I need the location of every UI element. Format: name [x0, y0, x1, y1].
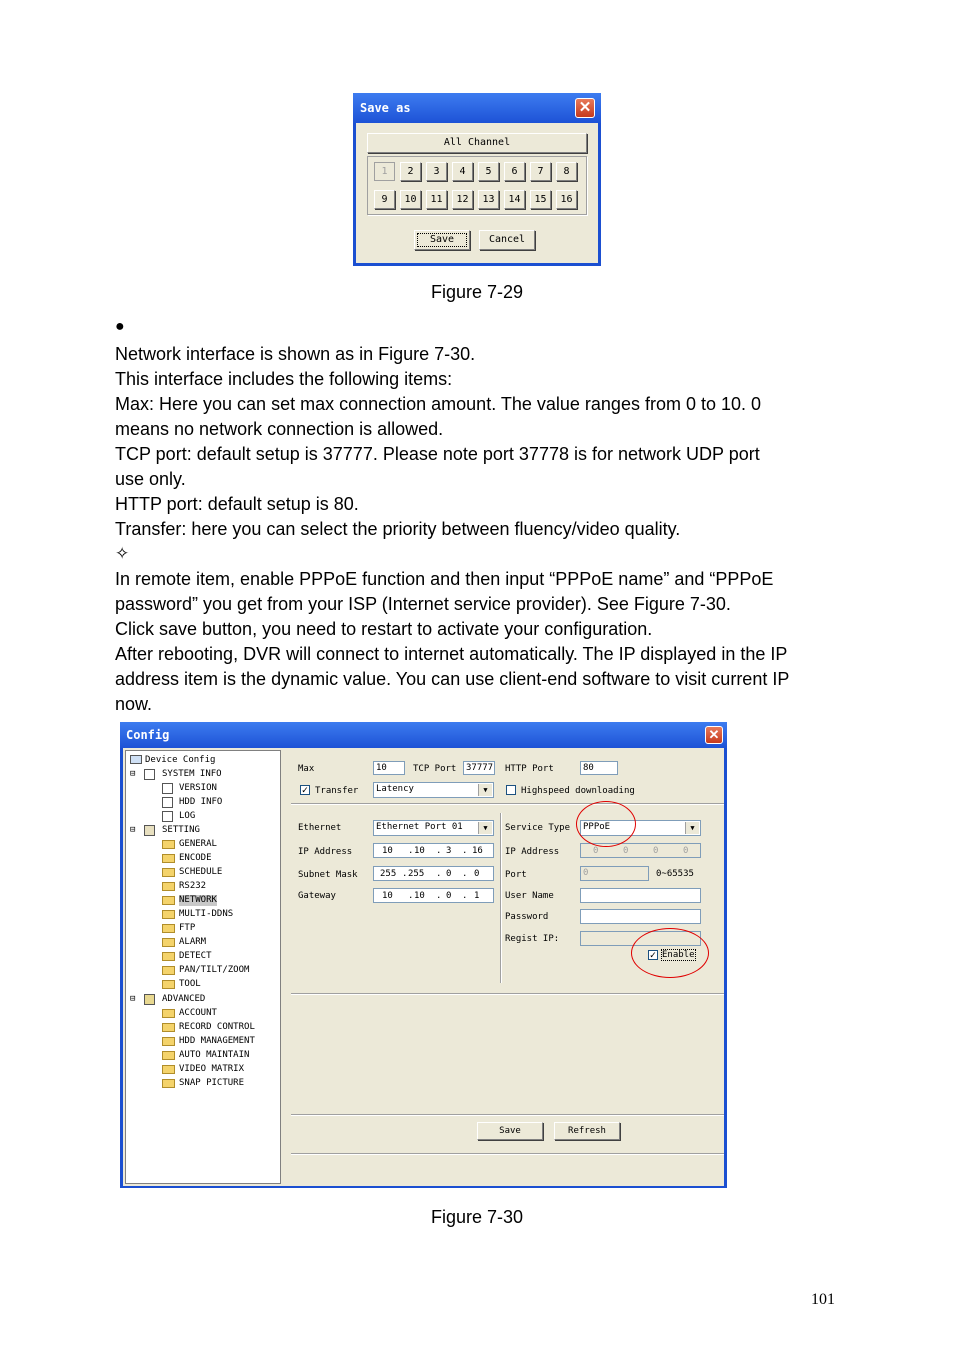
ip-octet: 10	[414, 846, 425, 856]
save-as-client	[356, 123, 598, 263]
config-title: Config	[126, 728, 170, 742]
port-input[interactable]: 0	[580, 866, 649, 881]
save-button[interactable]: Save	[414, 230, 470, 250]
gateway-label: Gateway	[298, 891, 336, 901]
tree-item-hdd-management[interactable]: HDD MANAGEMENT	[179, 1036, 255, 1046]
channel-button[interactable]: 10	[400, 190, 421, 209]
ethernet-select[interactable]	[373, 820, 494, 836]
tree-item-pan-tilt-zoom[interactable]: PAN/TILT/ZOOM	[179, 965, 250, 975]
port-range-label: 0~65535	[656, 869, 694, 879]
collapse-icon[interactable]: ⊟	[130, 769, 136, 779]
text-line: In remote item, enable PPPoE function and then input “PPPoE name” and “PPPoE	[115, 569, 774, 589]
tcp-port-input[interactable]: 37777	[463, 761, 495, 775]
tree-item-multi-ddns[interactable]: MULTI-DDNS	[179, 909, 234, 919]
close-icon[interactable]: ✕	[705, 726, 723, 744]
gears-icon	[144, 994, 155, 1005]
refresh-button[interactable]: Refresh	[554, 1122, 620, 1140]
remote-ip-label: IP Address	[505, 847, 560, 857]
subnet-octet: 0	[474, 869, 480, 879]
text-line: Network interface is shown as in Figure 7-30.	[115, 344, 476, 364]
tree-item-record-control[interactable]: RECORD CONTROL	[179, 1022, 255, 1032]
system-info-icon	[144, 769, 155, 780]
gateway-octet: 10	[382, 891, 393, 901]
paragraph-pppoe	[115, 567, 789, 717]
tree-item-account[interactable]: ACCOUNT	[179, 1008, 217, 1018]
text-line: now.	[115, 694, 153, 714]
tree-item-tool[interactable]: TOOL	[179, 979, 201, 989]
ip-address-label: IP Address	[298, 847, 353, 857]
highlight-circle	[631, 928, 709, 978]
folder-icon	[162, 952, 175, 961]
highspeed-checkbox[interactable]	[506, 785, 516, 795]
transfer-select[interactable]	[373, 782, 494, 798]
save-as-titlebar	[353, 93, 601, 123]
tree-item-ftp[interactable]: FTP	[179, 923, 196, 933]
text-line: After rebooting, DVR will connect to internet automatically. The IP displayed in the IP	[115, 644, 788, 664]
subnet-mask-input[interactable]: 255 . 255 . 0 . 0	[373, 866, 494, 881]
edit-icon	[162, 783, 173, 794]
edit-icon	[162, 797, 173, 808]
divider	[291, 1114, 724, 1116]
tcp-port-label: TCP Port	[413, 764, 457, 774]
ip-address-input[interactable]: 10 . 10 . 3 . 16	[373, 843, 494, 858]
channel-button[interactable]: 4	[452, 162, 473, 181]
text-line: password” you get from your ISP (Internet service provider). See Figure 7-30.	[115, 594, 731, 614]
folder-icon	[162, 882, 175, 891]
text-line: HTTP port: default setup is 80.	[115, 494, 359, 514]
transfer-label: Transfer	[315, 786, 359, 796]
folder-icon	[162, 966, 175, 975]
ip-octet: 16	[472, 846, 483, 856]
subnet-octet: 255	[380, 869, 397, 879]
text-line: TCP port: default setup is 37777. Please note port 37778 is for network UDP port	[115, 444, 760, 464]
edit-icon	[162, 811, 173, 822]
tree-item-schedule[interactable]: SCHEDULE	[179, 867, 223, 877]
tree-item-video-matrix[interactable]: VIDEO MATRIX	[179, 1064, 245, 1074]
folder-icon	[162, 1051, 175, 1060]
highspeed-label: Highspeed downloading	[521, 786, 635, 796]
dropdown-arrow-icon: ▼	[478, 822, 492, 834]
highlight-circle	[576, 801, 636, 847]
channel-button[interactable]: 1	[374, 162, 395, 181]
tree-item-rs232[interactable]: RS232	[179, 881, 207, 891]
tree-item-setting[interactable]: SETTING	[162, 825, 200, 835]
config-client	[123, 748, 724, 1186]
tree-item-alarm[interactable]: ALARM	[179, 937, 207, 947]
subnet-mask-label: Subnet Mask	[298, 870, 358, 880]
folder-icon	[162, 1065, 175, 1074]
folder-icon	[162, 924, 175, 933]
channel-button[interactable]: 9	[374, 190, 395, 209]
max-input[interactable]: 10	[373, 761, 405, 775]
folder-open-icon	[162, 896, 175, 905]
channel-button[interactable]: 11	[426, 190, 447, 209]
page-number: 101	[811, 1291, 835, 1308]
enable-label: Enable	[662, 950, 695, 960]
collapse-icon[interactable]: ⊟	[130, 825, 136, 835]
text-line: means no network connection is allowed.	[115, 419, 444, 439]
tree-item-detect[interactable]: DETECT	[179, 951, 212, 961]
remote-ip-octet: 0	[683, 846, 689, 856]
folder-icon	[162, 868, 175, 877]
all-channel-button[interactable]: All Channel	[367, 133, 587, 153]
tree-item-version[interactable]: VERSION	[179, 783, 217, 793]
channel-button[interactable]: 14	[504, 190, 525, 209]
folder-icon	[162, 1079, 175, 1088]
text-line: Max: Here you can set max connection amount. The value ranges from 0 to 10. 0	[115, 394, 762, 414]
tree-item-general[interactable]: GENERAL	[179, 839, 217, 849]
channel-button[interactable]: 13	[478, 190, 499, 209]
divider	[291, 993, 724, 995]
figure-caption: Figure 7-29	[430, 282, 524, 302]
channel-button[interactable]: 2	[400, 162, 421, 181]
save-as-dialog	[353, 93, 601, 266]
max-label: Max	[298, 764, 315, 774]
remote-ip-octet: 0	[653, 846, 659, 856]
service-type-value: PPPoE	[583, 822, 611, 832]
tree-item-auto-maintain[interactable]: AUTO MAINTAIN	[179, 1050, 250, 1060]
ip-octet: 10	[382, 846, 393, 856]
password-input[interactable]	[580, 909, 701, 924]
user-name-input[interactable]	[580, 888, 701, 903]
http-port-input[interactable]: 80	[580, 761, 618, 775]
subnet-octet: 255	[408, 869, 425, 879]
tree-item-encode[interactable]: ENCODE	[179, 853, 212, 863]
folder-icon	[162, 1009, 175, 1018]
tree-item-network[interactable]: NETWORK	[179, 895, 217, 905]
computer-icon	[130, 755, 142, 764]
config-titlebar	[120, 722, 727, 748]
password-label: Password	[505, 912, 549, 922]
folder-icon	[162, 938, 175, 947]
dropdown-arrow-icon: ▼	[478, 784, 492, 796]
tree-item-log[interactable]: LOG	[179, 811, 196, 821]
gateway-octet: 1	[474, 891, 480, 901]
remote-ip-octet: 0	[623, 846, 629, 856]
tree-item-snap-picture[interactable]: SNAP PICTURE	[179, 1078, 245, 1088]
folder-icon	[162, 980, 175, 989]
diamond-icon: ✧	[115, 544, 130, 563]
service-type-label: Service Type	[505, 823, 571, 833]
config-tree	[125, 750, 281, 1184]
channel-button[interactable]: 12	[452, 190, 473, 209]
folder-icon	[162, 854, 175, 863]
user-name-label: User Name	[505, 891, 554, 901]
bullet-icon: ●	[115, 318, 125, 335]
tree-item-advanced[interactable]: ADVANCED	[162, 994, 206, 1004]
paragraph-network	[115, 342, 761, 542]
divider	[291, 803, 724, 805]
config-window	[120, 722, 727, 1188]
column-divider	[500, 813, 502, 983]
channel-button[interactable]: 5	[478, 162, 499, 181]
divider	[291, 1153, 724, 1155]
figure-caption: Figure 7-30	[430, 1207, 524, 1227]
close-icon[interactable]: ✕	[575, 98, 595, 118]
text-line: Click save button, you need to restart to activate your configuration.	[115, 619, 653, 639]
channel-button[interactable]: 7	[530, 162, 551, 181]
port-label: Port	[505, 870, 527, 880]
subnet-octet: 0	[446, 869, 452, 879]
ethernet-label: Ethernet	[298, 823, 342, 833]
channel-button[interactable]: 15	[530, 190, 551, 209]
tree-item-system-info[interactable]: SYSTEM INFO	[162, 769, 222, 779]
http-port-label: HTTP Port	[505, 764, 554, 774]
folder-icon	[162, 910, 175, 919]
enable-checkbox[interactable]: ✓	[649, 950, 657, 960]
text-line: address item is the dynamic value. You can use client-end software to visit current IP	[115, 669, 790, 689]
folder-icon	[162, 1023, 175, 1032]
transfer-select-value: Latency	[376, 784, 414, 794]
text-line: Transfer: here you can select the priority between fluency/video quality.	[115, 519, 681, 539]
tree-item-hdd-info[interactable]: HDD INFO	[179, 797, 223, 807]
ip-octet: 3	[446, 846, 452, 856]
gateway-octet: 0	[446, 891, 452, 901]
save-as-title: Save as	[360, 101, 411, 115]
regist-ip-label: Regist IP:	[505, 934, 560, 944]
channel-button[interactable]: 3	[426, 162, 447, 181]
channel-button[interactable]: 6	[504, 162, 525, 181]
collapse-icon[interactable]: ⊟	[130, 994, 136, 1004]
text-line: use only.	[115, 469, 186, 489]
channel-button[interactable]: 16	[556, 190, 577, 209]
folder-icon	[162, 1037, 175, 1046]
cancel-button[interactable]: Cancel	[479, 230, 535, 250]
text-line: This interface includes the following items:	[115, 369, 453, 389]
save-button[interactable]: Save	[477, 1122, 543, 1140]
gateway-octet: 10	[414, 891, 425, 901]
setting-icon	[144, 825, 155, 836]
gateway-input[interactable]: 10 . 10 . 0 . 1	[373, 888, 494, 903]
transfer-checkbox[interactable]: ✓	[301, 785, 309, 795]
dropdown-arrow-icon: ▼	[685, 822, 699, 834]
channel-button[interactable]: 8	[556, 162, 577, 181]
remote-ip-octet: 0	[593, 846, 599, 856]
folder-icon	[162, 840, 175, 849]
ethernet-select-value: Ethernet Port 01	[376, 822, 463, 832]
tree-root[interactable]: Device Config	[145, 755, 216, 765]
channel-group	[367, 156, 587, 215]
